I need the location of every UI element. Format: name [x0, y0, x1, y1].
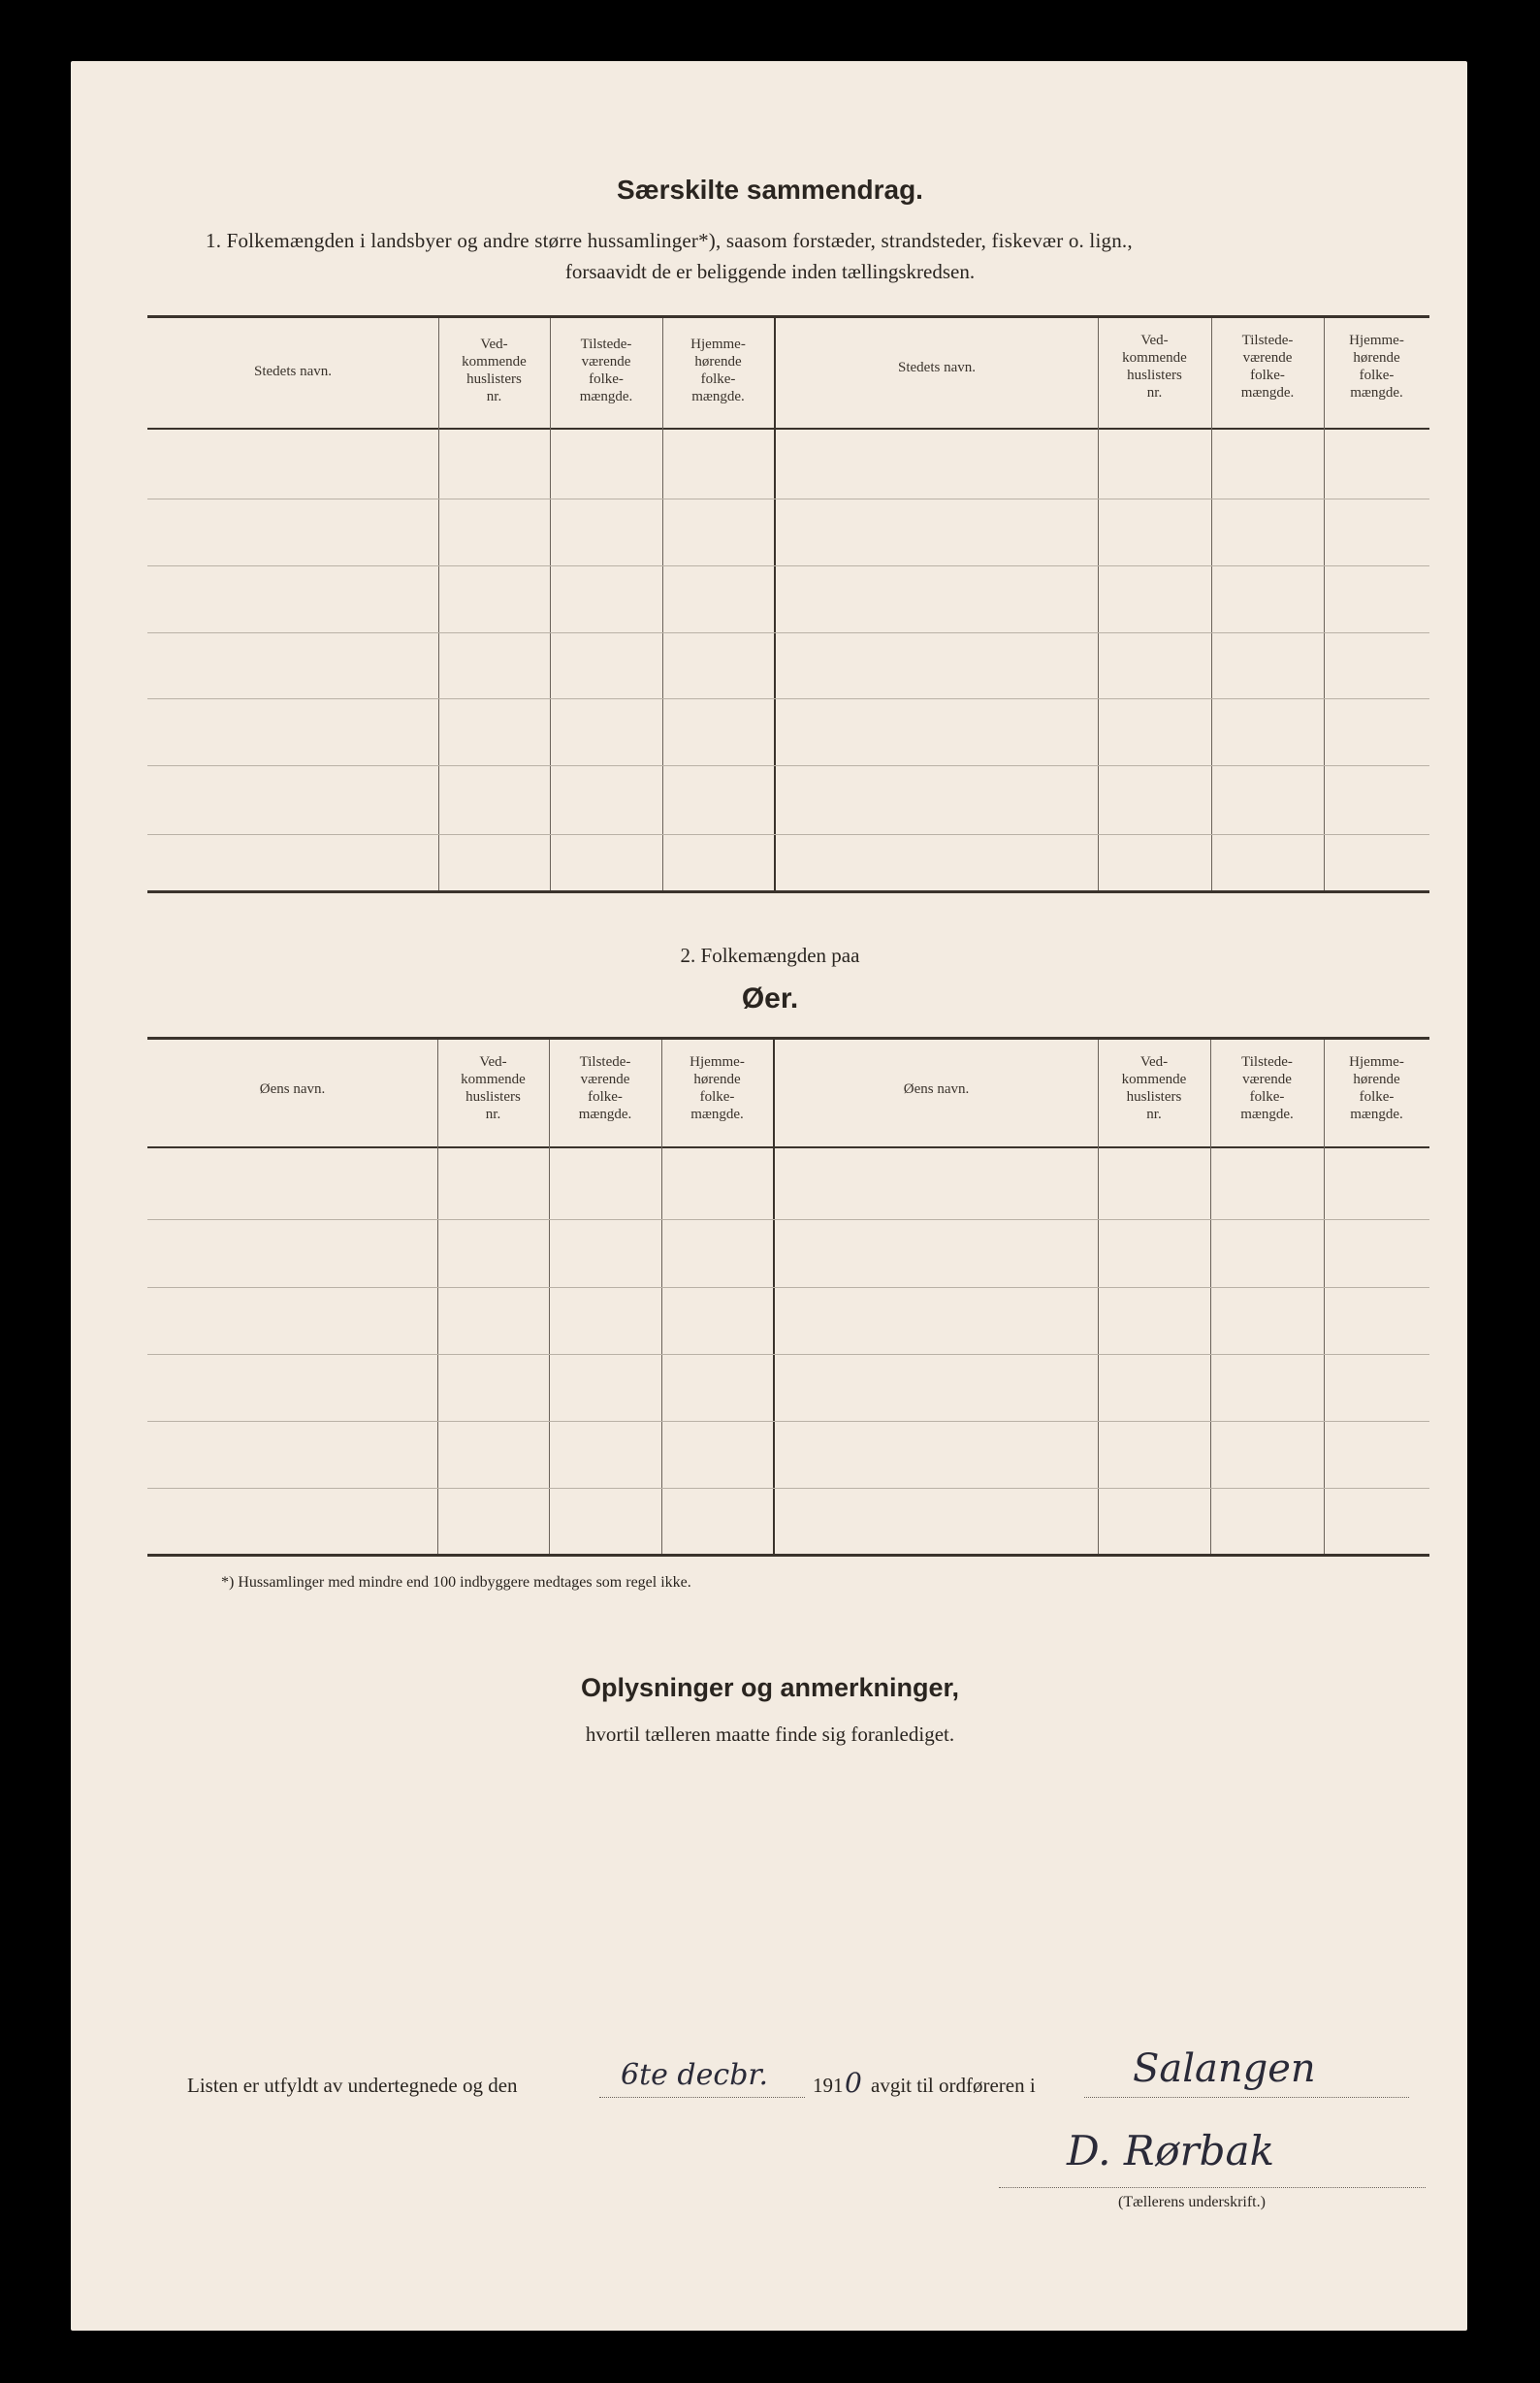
- table2-header-rule: [147, 1146, 1429, 1148]
- table1-header-huslister-right: Ved- kommende huslisters nr.: [1122, 333, 1187, 401]
- table-row: [147, 1219, 1429, 1220]
- section2-intro: 2. Folkemængden paa: [680, 944, 860, 967]
- handwritten-place: Salangen: [1133, 2046, 1316, 2091]
- table-row: [147, 1354, 1429, 1355]
- handwritten-signature: D. Rørbak: [1067, 2127, 1275, 2174]
- table-row: [147, 632, 1429, 633]
- signature-middle: avgit til ordføreren i: [871, 2074, 1036, 2097]
- table1-header-name: Stedets navn.: [254, 364, 332, 379]
- section2-heading: Øer.: [741, 982, 799, 1014]
- table2-top-rule: [147, 1037, 1429, 1040]
- table1-top-rule: [147, 315, 1429, 318]
- table-row: [147, 765, 1429, 766]
- table2-header-huslister: Ved- kommende huslisters nr.: [461, 1054, 526, 1122]
- table1-header-hjemme-right: Hjemme- hørende folke- mængde.: [1349, 333, 1404, 401]
- table-row: [147, 698, 1429, 699]
- table1-header-tilstede: Tilstede- værende folke- mængde.: [579, 337, 633, 404]
- table-row: [147, 1488, 1429, 1489]
- page-title: Særskilte sammendrag.: [617, 175, 923, 205]
- remarks-title: Oplysninger og anmerkninger,: [580, 1673, 960, 1702]
- table1-header-rule: [147, 428, 1429, 430]
- table1-col-divider: [1098, 318, 1099, 890]
- table2-header-hjemme: Hjemme- hørende folke- mængde.: [690, 1054, 745, 1122]
- year-prefix: 191: [813, 2074, 844, 2097]
- table1-header-name-right: Stedets navn.: [898, 360, 976, 375]
- signature-dotted-line: [999, 2187, 1426, 2188]
- table2-header-huslister-right: Ved- kommende huslisters nr.: [1121, 1054, 1187, 1122]
- handwritten-date: 6te decbr.: [621, 2058, 768, 2092]
- table2-center-divider: [773, 1040, 775, 1554]
- handwritten-year-digit: 0: [845, 2067, 862, 2099]
- table-row: [147, 834, 1429, 835]
- table2-bottom-rule: [147, 1554, 1429, 1557]
- table-row: [147, 1421, 1429, 1422]
- footnote: *) Hussamlinger med mindre end 100 indbyggere medtages som regel ikke.: [221, 1574, 691, 1591]
- table2-header-name-right: Øens navn.: [903, 1081, 970, 1097]
- table1-col-divider: [1211, 318, 1212, 890]
- signature-prefix: Listen er utfyldt av undertegnede og den: [187, 2074, 518, 2097]
- section1-intro-line2: forsaavidt de er beliggende inden tællingskredsen.: [564, 260, 976, 283]
- section1-intro-line1: 1. Folkemængden i landsbyer og andre større hussamlinger*), saasom forstæder, strandsteder, fiskevær o. lign.,: [206, 229, 1133, 252]
- table1-center-divider: [774, 318, 776, 890]
- table-row: [147, 1287, 1429, 1288]
- date-dotted-line: [599, 2097, 805, 2098]
- table2-header-name: Øens navn.: [259, 1081, 326, 1097]
- table1-header-hjemme: Hjemme- hørende folke- mængde.: [690, 337, 746, 404]
- table1-header-huslister: Ved- kommende huslisters nr.: [462, 337, 527, 404]
- table2-header-tilstede: Tilstede- værende folke- mængde.: [578, 1054, 632, 1122]
- table1-header-tilstede-right: Tilstede- værende folke- mængde.: [1240, 333, 1295, 401]
- place-dotted-line: [1084, 2097, 1409, 2098]
- table2-header-tilstede-right: Tilstede- værende folke- mængde.: [1240, 1054, 1294, 1122]
- remarks-subtitle: hvortil tælleren maatte finde sig foranlediget.: [585, 1723, 955, 1746]
- table1-col-divider: [1324, 318, 1325, 890]
- table-row: [147, 565, 1429, 566]
- table2-header-hjemme-right: Hjemme- hørende folke- mængde.: [1349, 1054, 1404, 1122]
- table1-bottom-rule: [147, 890, 1429, 893]
- signature-caption: (Tællerens underskrift.): [1118, 2194, 1266, 2210]
